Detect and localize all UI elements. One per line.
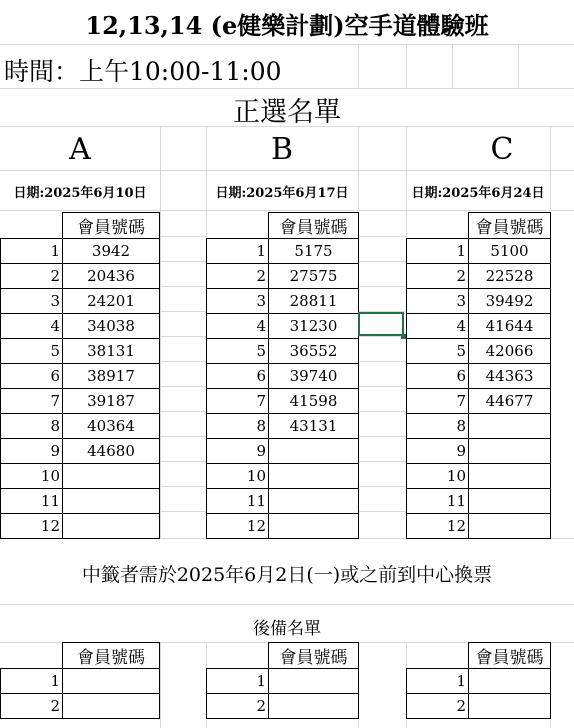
group-c-letter[interactable]: C [490,132,514,167]
member-number-cell[interactable]: 24201 [63,289,160,314]
row-index-cell[interactable]: 8 [207,414,269,439]
member-number-cell[interactable] [269,489,359,514]
member-number-cell[interactable]: 39740 [269,364,359,389]
member-number-header[interactable]: 會員號碼 [269,643,359,669]
main-list-title[interactable]: 正選名單 [233,97,341,128]
member-number-cell[interactable]: 41598 [269,389,359,414]
row-index-cell[interactable]: 12 [1,514,63,539]
header-row [1,643,160,669]
row-index-cell[interactable]: 11 [1,489,63,514]
time-line[interactable]: 時間：上午10:00-11:00 [4,57,282,86]
table-row [407,264,551,289]
table-row [1,389,160,414]
member-number-header[interactable]: 會員號碼 [469,213,551,239]
member-number-cell[interactable]: 40364 [63,414,160,439]
row-index-cell[interactable]: 1 [1,669,63,694]
member-number-cell[interactable] [269,669,359,694]
member-number-cell[interactable]: 3942 [63,239,160,264]
member-number-cell[interactable]: 44680 [63,439,160,464]
table-row [407,289,551,314]
member-number-cell[interactable]: 22528 [469,264,551,289]
row-index-cell[interactable]: 4 [407,314,469,339]
member-number-cell[interactable]: 36552 [269,339,359,364]
member-number-cell[interactable]: 43131 [269,414,359,439]
header-blank-cell[interactable] [407,643,469,669]
table-row [207,364,359,389]
member-number-cell[interactable]: 38131 [63,339,160,364]
member-number-cell[interactable]: 34038 [63,314,160,339]
row-index-cell[interactable]: 5 [1,339,63,364]
group-a-date[interactable]: 日期:2025年6月10日 [13,186,147,201]
selected-cell[interactable] [358,312,404,336]
member-number-cell[interactable] [269,514,359,539]
header-row [207,213,359,239]
member-number-cell[interactable]: 39187 [63,389,160,414]
header-blank-cell[interactable] [1,643,63,669]
header-row [1,213,160,239]
group-a-letter[interactable]: A [69,132,91,167]
row-index-cell[interactable]: 9 [407,439,469,464]
row-index-cell[interactable]: 6 [407,364,469,389]
row-index-cell[interactable]: 1 [1,239,63,264]
table-row [207,694,359,719]
member-number-cell[interactable] [269,694,359,719]
sheet-title[interactable]: 12,13,14 (e健樂計劃)空手道體驗班 [85,11,489,40]
table-row [1,239,160,264]
table-row [407,364,551,389]
row-index-cell[interactable]: 4 [207,314,269,339]
table-row [407,694,551,719]
table-row [1,694,160,719]
member-number-cell[interactable]: 44363 [469,364,551,389]
table-row [1,439,160,464]
exchange-note[interactable]: 中籤者需於2025年6月2日(一)或之前到中心換票 [81,564,493,586]
member-number-cell[interactable]: 27575 [269,264,359,289]
row-index-cell[interactable]: 8 [1,414,63,439]
table-row [207,489,359,514]
member-number-cell[interactable] [469,669,551,694]
header-blank-cell[interactable] [407,213,469,239]
row-index-cell[interactable]: 8 [407,414,469,439]
table-row [407,489,551,514]
table-row [207,514,359,539]
row-index-cell[interactable]: 10 [207,464,269,489]
member-number-cell[interactable]: 5175 [269,239,359,264]
backup-list-title[interactable]: 後備名單 [253,619,321,639]
row-index-cell[interactable]: 9 [1,439,63,464]
group-b-letter[interactable]: B [270,132,294,167]
group-b-date[interactable]: 日期:2025年6月17日 [215,186,349,201]
table-row [407,439,551,464]
table-row [207,439,359,464]
table-row [207,239,359,264]
row-index-cell[interactable]: 2 [207,694,269,719]
table-row [407,389,551,414]
header-blank-cell[interactable] [1,213,63,239]
member-number-cell[interactable]: 42066 [469,339,551,364]
row-index-cell[interactable]: 12 [207,514,269,539]
row-index-cell[interactable]: 6 [1,364,63,389]
table-row [1,364,160,389]
row-index-cell[interactable]: 1 [207,239,269,264]
header-blank-cell[interactable] [207,643,269,669]
row-index-cell[interactable]: 4 [1,314,63,339]
table-row [1,414,160,439]
table-row [207,289,359,314]
table-row [207,414,359,439]
table-row [1,514,160,539]
table-row [1,669,160,694]
row-index-cell[interactable]: 2 [1,694,63,719]
member-number-cell[interactable] [269,439,359,464]
member-number-cell[interactable]: 20436 [63,264,160,289]
row-index-cell[interactable]: 2 [1,264,63,289]
table-row [407,314,551,339]
table-row [207,669,359,694]
table-row [407,669,551,694]
row-index-cell[interactable]: 5 [207,339,269,364]
member-number-cell[interactable]: 41644 [469,314,551,339]
member-number-cell[interactable] [63,694,160,719]
member-number-cell[interactable] [469,414,551,439]
member-number-cell[interactable] [63,489,160,514]
table-row [207,464,359,489]
group-b-member-table [206,212,359,539]
row-index-cell[interactable]: 3 [207,289,269,314]
member-number-cell[interactable] [469,464,551,489]
row-index-cell[interactable]: 3 [1,289,63,314]
group-c-date[interactable]: 日期:2025年6月24日 [411,186,545,201]
table-row [407,514,551,539]
member-number-cell[interactable] [469,514,551,539]
table-row [1,339,160,364]
header-row [407,213,551,239]
table-row [1,314,160,339]
member-number-cell[interactable]: 28811 [269,289,359,314]
member-number-cell[interactable]: 44677 [469,389,551,414]
header-blank-cell[interactable] [207,213,269,239]
member-number-header[interactable]: 會員號碼 [469,643,551,669]
header-row [407,643,551,669]
row-index-cell[interactable]: 2 [407,694,469,719]
member-number-header[interactable]: 會員號碼 [63,643,160,669]
table-row [407,414,551,439]
row-index-cell[interactable]: 3 [407,289,469,314]
group-a-backup-table [0,642,160,719]
member-number-cell[interactable]: 31230 [269,314,359,339]
member-number-cell[interactable]: 38917 [63,364,160,389]
row-index-cell[interactable]: 7 [1,389,63,414]
member-number-cell[interactable] [63,464,160,489]
row-index-cell[interactable]: 9 [207,439,269,464]
row-index-cell[interactable]: 10 [407,464,469,489]
header-row [207,643,359,669]
group-c-member-table [406,212,551,539]
row-index-cell[interactable]: 11 [407,489,469,514]
table-row [1,264,160,289]
row-index-cell[interactable]: 6 [207,364,269,389]
member-number-header[interactable]: 會員號碼 [63,213,160,239]
member-number-cell[interactable] [269,464,359,489]
row-index-cell[interactable]: 12 [407,514,469,539]
member-number-header[interactable]: 會員號碼 [269,213,359,239]
table-row [1,289,160,314]
member-number-cell[interactable] [63,669,160,694]
row-index-cell[interactable]: 7 [207,389,269,414]
table-row [207,314,359,339]
table-row [407,464,551,489]
group-c-backup-table [406,642,551,719]
row-index-cell[interactable]: 1 [207,669,269,694]
table-row [1,489,160,514]
row-index-cell[interactable]: 2 [207,264,269,289]
row-index-cell[interactable]: 2 [407,264,469,289]
member-number-cell[interactable] [469,489,551,514]
table-row [407,239,551,264]
member-number-cell[interactable] [469,439,551,464]
member-number-cell[interactable] [469,694,551,719]
row-index-cell[interactable]: 10 [1,464,63,489]
group-a-member-table [0,212,160,539]
member-number-cell[interactable]: 39492 [469,289,551,314]
row-index-cell[interactable]: 5 [407,339,469,364]
row-index-cell[interactable]: 11 [207,489,269,514]
row-index-cell[interactable]: 1 [407,239,469,264]
table-row [207,389,359,414]
table-row [407,339,551,364]
row-index-cell[interactable]: 1 [407,669,469,694]
table-row [207,264,359,289]
table-row [207,339,359,364]
member-number-cell[interactable] [63,514,160,539]
group-b-backup-table [206,642,359,719]
table-row [1,464,160,489]
row-index-cell[interactable]: 7 [407,389,469,414]
member-number-cell[interactable]: 5100 [469,239,551,264]
fill-handle[interactable] [401,334,406,339]
